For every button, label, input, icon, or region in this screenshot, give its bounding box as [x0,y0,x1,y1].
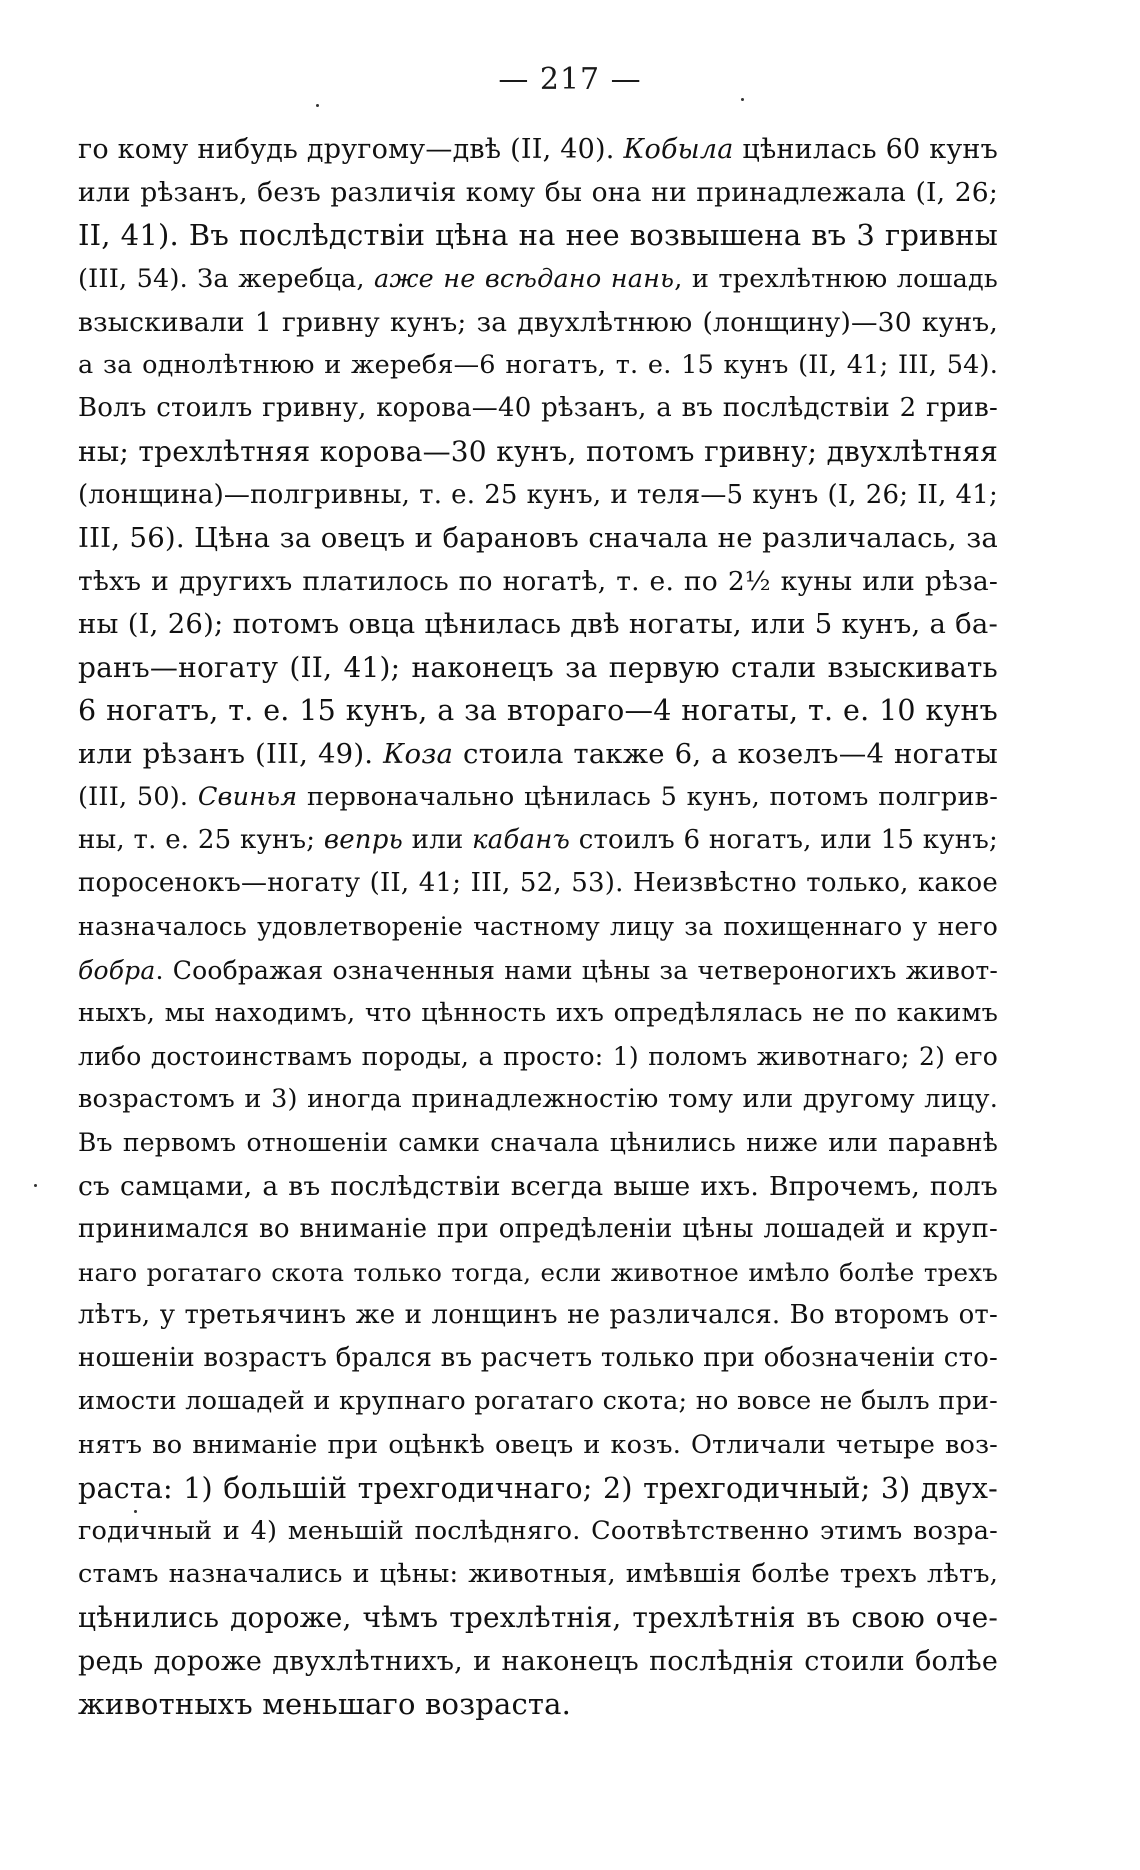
text-run: возрастомъ и 3) иногда принадлежностію тому или другому лицу. [78,1084,998,1115]
text-run: первоначально цѣнилась 5 кунъ, потомъ полгрив- [297,781,999,812]
text-line [78,560,998,603]
text-line [78,258,998,301]
text-line [78,1640,998,1683]
text-line [78,474,998,517]
text-line [78,1165,998,1208]
text-run: лѣтъ, у третьячинъ же и лонщинъ не различался. Во второмъ от- [78,1300,998,1331]
text-line [78,1208,998,1251]
text-line [78,517,998,560]
text-run: ношеніи возрастъ брался въ расчетъ только при обозначеніи сто- [78,1343,998,1374]
text-line [78,689,998,732]
text-line [78,1294,998,1337]
text-line [78,1380,998,1423]
text-run: , и трехлѣтнюю лошадь [674,263,998,294]
text-line [78,301,998,344]
text-run: или рѣзанъ, безъ различія кому бы она ни принадлежала (I, 26; [78,177,998,209]
text-line [78,646,998,689]
text-run: съ самцами, а въ послѣдствіи всегда выше ихъ. Впрочемъ, полъ [78,1170,998,1202]
italic-term: вепрь [323,825,403,855]
text-line [78,1337,998,1380]
text-run: а за однолѣтнюю и жеребя—6 ногатъ, т. е. 15 кунъ (II, 41; III, 54). [78,349,998,380]
text-run: стамъ назначались и цѣны: животныя, имѣвшія болѣе трехъ лѣтъ, [78,1559,998,1590]
print-speck [316,104,319,107]
text-line [78,1251,998,1294]
text-line [78,1035,998,1078]
text-line [78,171,998,214]
text-run: стоилъ 6 ногатъ, или 15 кунъ; [570,825,998,855]
text-line [78,1467,998,1510]
italic-term: кабанъ [472,825,571,855]
text-line [78,862,998,905]
text-run: (лонщина)—полгривны, т. е. 25 кунъ, и теля—5 кунъ (I, 26; II, 41; [78,479,998,510]
text-line [78,1683,998,1726]
text-run: взыскивали 1 гривну кунъ; за двухлѣтнюю (лонщину)—30 кунъ, [78,306,998,338]
text-run: нятъ во вниманіе при оцѣнкѣ овецъ и козъ. Отличали четыре воз- [78,1429,998,1460]
text-line [78,1596,998,1639]
text-run: ныхъ, мы находимъ, что цѣнность ихъ опредѣлялась не по какимъ [78,997,998,1028]
text-line [78,733,998,776]
text-run: ны, т. е. 25 кунъ; [78,825,324,855]
text-line [78,949,998,992]
italic-term: Кобыла [623,134,734,165]
text-run: или [402,825,472,855]
text-line [78,128,998,171]
print-speck [134,1510,137,1513]
text-line [78,776,998,819]
page-number: — 217 — [498,62,642,97]
text-run: цѣнились дороже, чѣмъ трехлѣтнія, трехлѣтнія въ свою оче- [78,1601,998,1635]
text-run: редь дороже двухлѣтнихъ, и наконецъ послѣднія стоили болѣе [78,1645,998,1677]
text-line [78,819,998,862]
text-run: . Соображая означенныя нами цѣны за четвероногихъ живот- [155,955,998,985]
text-run: тѣхъ и другихъ платилось по ногатѣ, т. е. по 2½ куны или рѣза- [78,565,998,597]
text-run: Въ первомъ отношеніи самки сначала цѣнились ниже или паравнѣ [78,1128,998,1158]
italic-term: аже не всѣдано нань [374,263,675,294]
body-text [78,128,998,1726]
text-run: поросенокъ—ногату (II, 41; III, 52, 53). Неизвѣстно только, какое [78,868,998,899]
text-line [78,1553,998,1596]
text-run: ранъ—ногату (II, 41); наконецъ за первую стали взыскивать [78,651,998,685]
text-run: или рѣзанъ (III, 49). [78,737,384,770]
text-run: ны; трехлѣтняя корова—30 кунъ, потомъ гривну; двухлѣтняя [78,435,998,469]
text-line [78,992,998,1035]
text-run: стоила также 6, а козелъ—4 ногаты [453,737,998,770]
text-run: (III, 50). [78,781,198,812]
text-run: 6 ногатъ, т. е. 15 кунъ, а за втораго—4 ногаты, т. е. 10 кунъ [78,694,998,728]
text-run: назначалось удовлетвореніе частному лицу за похищеннаго у него [78,912,998,942]
text-line [78,1510,998,1553]
italic-term: Коза [383,737,454,770]
text-run: имости лошадей и крупнаго рогатаго скота; но вовсе не былъ при- [78,1386,998,1417]
text-line [78,1424,998,1467]
text-line [78,1121,998,1164]
text-run: (III, 54). За жеребца, [78,263,375,294]
text-run: го кому нибудь другому—двѣ (II, 40). [78,134,624,165]
text-run: либо достоинствамъ породы, а просто: 1) поломъ животнаго; 2) его [78,1041,998,1071]
text-line [78,905,998,948]
text-run: II, 41). Въ послѣдствіи цѣна на нее возвышена въ 3 гривны [78,218,998,253]
italic-term: Свинья [197,781,298,812]
text-run: ны (I, 26); потомъ овца цѣнилась двѣ ногаты, или 5 кунъ, а ба- [78,608,998,641]
text-run: Волъ стоилъ гривну, корова—40 рѣзанъ, а въ послѣдствіи 2 грив- [78,393,998,424]
text-run: раста: 1) большій трехгодичнаго; 2) трехгодичный; 3) двух- [78,1471,998,1505]
text-line [78,344,998,387]
text-line [78,430,998,473]
text-run: наго рогатаго скота только тогда, если животное имѣло болѣе трехъ [78,1257,998,1287]
text-run: принимался во вниманіе при опредѣленіи цѣны лошадей и круп- [78,1213,998,1244]
text-run: III, 56). Цѣна за овецъ и барановъ сначала не различалась, за [78,521,998,554]
print-speck [741,98,744,101]
text-line [78,214,998,257]
text-run: цѣнилась 60 кунъ [733,134,998,165]
text-line [78,387,998,430]
text-line [78,603,998,646]
text-run: животныхъ меньшаго возраста. [78,1686,572,1721]
text-line [78,1078,998,1121]
text-run: годичный и 4) меньшій послѣдняго. Соотвѣтственно этимъ возра- [78,1516,998,1546]
italic-term: бобра [78,955,156,985]
print-speck [34,1184,37,1187]
